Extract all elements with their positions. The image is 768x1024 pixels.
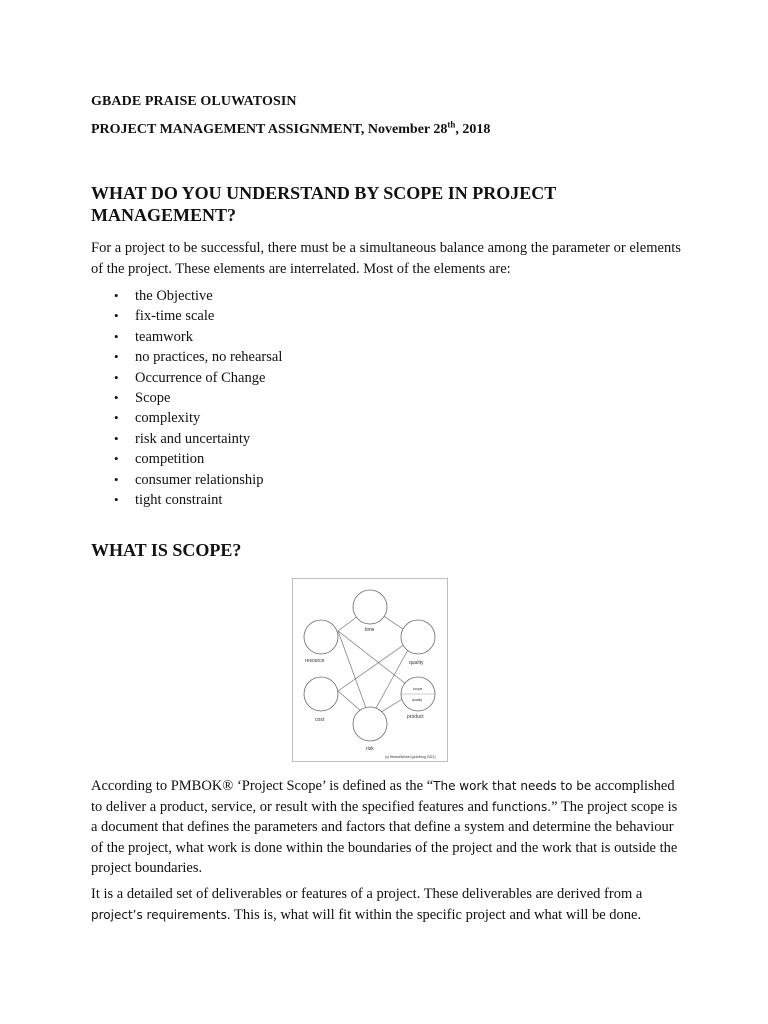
author-name: GBADE PRAISE OLUWATOSIN	[91, 94, 297, 109]
product-label: product	[407, 714, 424, 720]
risk-label: risk	[366, 746, 374, 752]
list-item: • competition	[91, 449, 282, 469]
date-ordinal-suffix: th	[447, 119, 456, 130]
list-item: • consumer relationship	[91, 470, 282, 490]
time-node	[353, 590, 387, 624]
paragraph-text: This is, what will fit within the specific project and what will be done.	[230, 906, 642, 923]
assignment-title-text: PROJECT MANAGEMENT ASSIGNMENT, November 28	[91, 122, 448, 137]
list-item: • fix-time scale	[91, 306, 282, 326]
time-label: time	[365, 627, 375, 633]
list-item: • Occurrence of Change	[91, 368, 282, 388]
intro-paragraph: For a project to be successful, there must be a simultaneous balance among the parameter or elements of the project. These elements are interrelated. Most of the elements are:	[91, 240, 681, 277]
elements-list	[91, 286, 282, 510]
quoted-definition-end: functions.	[492, 799, 552, 814]
section-heading-what-is-scope: WHAT IS SCOPE?	[91, 540, 242, 560]
paragraph-text: According to PMBOK® ‘Project Scope’ is defined as the “	[91, 778, 434, 794]
paragraph-text: It is a detailed set of deliverables or features of a project. These deliverables are derived from a	[91, 886, 643, 902]
section-heading-scope-understanding: WHAT DO YOU UNDERSTAND BY SCOPE IN PROJECT MANAGEMENT?	[91, 183, 556, 225]
paragraph-text: accomplished to deliver a product, service, or result with the specified features and	[91, 778, 675, 815]
deliverables-paragraph	[91, 884, 681, 925]
risk-node	[353, 707, 387, 741]
diagram-credit: (c) WideaWinkel (pub/blog 2011)	[385, 755, 436, 759]
quality-label: quality	[409, 660, 424, 666]
list-item: • complexity	[91, 408, 282, 428]
assignment-year: , 2018	[455, 122, 491, 137]
quality-node	[401, 620, 435, 654]
pmbok-definition-paragraph	[91, 776, 681, 879]
list-item: • the Objective	[91, 286, 282, 306]
cost-label: cost	[315, 717, 325, 723]
resource-label: resource	[305, 658, 325, 664]
requirements-phrase: project’s requirements.	[91, 907, 231, 922]
list-item: • no practices, no rehearsal	[91, 347, 282, 367]
list-item: • Scope	[91, 388, 282, 408]
list-item: • tight constraint	[91, 490, 282, 510]
list-item: • risk and uncertainty	[91, 429, 282, 449]
scope-label: scope	[413, 687, 423, 691]
scope-elements-diagram	[292, 578, 448, 762]
assignment-title	[91, 119, 491, 138]
paragraph-text: ” The project scope is a document that defines the parameters and factors that define a system and determine the behaviour of the project, what work is done within the boundaries of the project and the work that is outside the project boundaries.	[91, 798, 678, 877]
quality-small-label: quality	[412, 698, 423, 702]
resource-node	[304, 620, 338, 654]
list-item: • teamwork	[91, 327, 282, 347]
cost-node	[304, 677, 338, 711]
quoted-definition: The work that needs to be	[433, 779, 592, 793]
scope-diagram-svg	[293, 579, 447, 761]
